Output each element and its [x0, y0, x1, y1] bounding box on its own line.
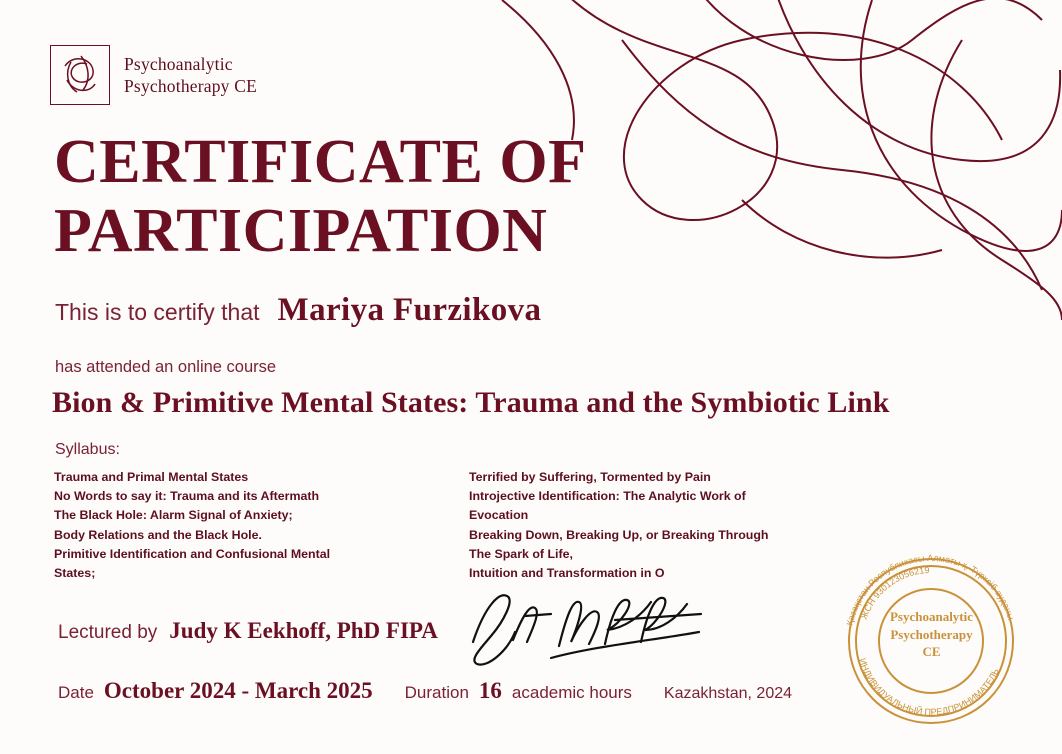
- lecturer-name: Judy K Eekhoff, PhD FIPA: [169, 618, 438, 643]
- issue-place: Kazakhstan, 2024: [663, 685, 793, 702]
- duration-label: Duration: [404, 683, 469, 702]
- date-value: October 2024 - March 2025: [103, 678, 373, 703]
- title-line-2: PARTICIPATION: [54, 197, 548, 266]
- syllabus-item: The Spark of Life,: [469, 546, 573, 561]
- handwritten-signature-icon: [455, 580, 710, 670]
- syllabus-item: The Black Hole: Alarm Signal of Anxiety;: [54, 508, 293, 523]
- attended-label: has attended an online course: [55, 358, 277, 376]
- footer-meta-row: [58, 678, 792, 704]
- syllabus-item: Body Relations and the Black Hole.: [54, 527, 262, 542]
- syllabus-item: Breaking Down, Breaking Up, or Breaking Through: [469, 527, 769, 542]
- syllabus-item: Primitive Identification and Confusional Mental: [54, 546, 331, 561]
- duration-unit: academic hours: [511, 683, 632, 702]
- brand-name-line2: Psychotherapy CE: [124, 76, 257, 96]
- syllabus-item: States;: [54, 566, 96, 581]
- stamp-center-line2: Psychotherapy: [890, 626, 973, 642]
- duration-value: 16: [478, 678, 502, 703]
- scribble-monogram-icon: [50, 45, 110, 105]
- syllabus-column-right: [469, 468, 774, 583]
- lectured-by-label: Lectured by: [58, 622, 158, 643]
- certify-row: [55, 292, 541, 329]
- stamp-center-line1: Psychoanalytic: [889, 609, 974, 624]
- stamp-outer-top: Қазақстан Республикасы Алматы қ. Түрксіб ауданы: [844, 552, 1017, 627]
- stamp-center-text: [829, 608, 1034, 661]
- stamp-outer-inner-top: ЖСН 930123056219: [858, 564, 930, 621]
- stamp-outer-bottom: ИНДИВИДУАЛЬНЫЙ ПРЕДПРИНИМАТЕЛЬ: [857, 657, 1001, 718]
- syllabus-item: Terrified by Suffering, Tormented by Pain: [469, 470, 711, 484]
- syllabus-label: Syllabus:: [55, 441, 120, 458]
- syllabus-column-left: [54, 468, 359, 583]
- syllabus-item: Introjective Identification: The Analytic Work of Evocation: [469, 489, 746, 523]
- syllabus-item: No Words to say it: Trauma and its Aftermath: [54, 489, 320, 504]
- recipient-name: Mariya Furzikova: [277, 292, 542, 328]
- brand-name: [124, 53, 257, 98]
- page-title: [54, 128, 754, 267]
- certify-label: This is to certify that: [55, 299, 260, 325]
- lecturer-row: [58, 618, 438, 644]
- title-line-1: CERTIFICATE OF: [54, 128, 587, 196]
- syllabus-item: Trauma and Primal Mental States: [54, 470, 249, 484]
- date-label: Date: [58, 683, 94, 702]
- stamp-center-line3: CE: [922, 644, 941, 660]
- brand-name-line1: Psychoanalytic: [124, 53, 233, 74]
- syllabus-list: [54, 468, 814, 583]
- brand-logo: [50, 45, 257, 105]
- course-title: Bion & Primitive Mental States: Trauma and the Symbiotic Link: [52, 386, 890, 419]
- official-round-stamp-icon: [829, 546, 1034, 726]
- syllabus-item: Intuition and Transformation in O: [469, 566, 665, 581]
